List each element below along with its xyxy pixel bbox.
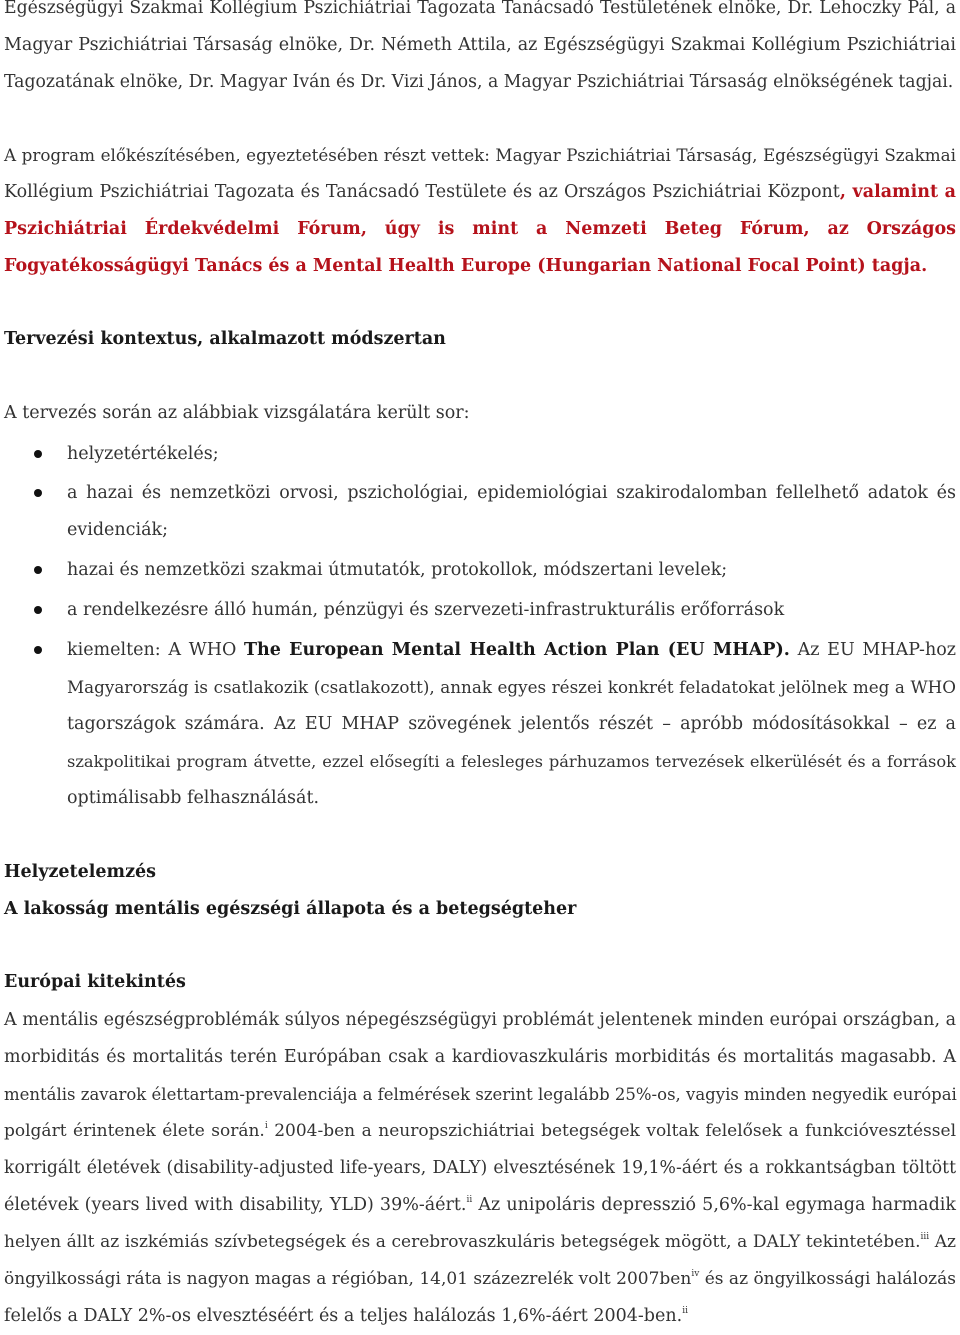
bullet-item-3: hazai és nemzetközi szakmai útmutatók, protokollok, módszertani levelek;	[67, 560, 728, 580]
europai-line-4	[4, 1113, 956, 1150]
europai-line-2: morbiditás és mortalitás terén Európában csak a kardiovaszkuláris morbiditás és mortalitás magasabb. A	[4, 1047, 956, 1067]
europai-line-6	[4, 1187, 956, 1224]
europai-line-5: korrigált életévek (disability-adjusted life-years, DALY) elvesztésének 19,1%-áért és a rokkantságban töltött	[4, 1158, 956, 1178]
program-line-2-highlight: , valamint a	[839, 182, 956, 202]
section-heading-europai: Európai kitekintés	[4, 972, 186, 992]
europai-line-4-a: polgárt érintenek élete során.	[4, 1121, 265, 1141]
bullet-item-1: helyzetértékelés;	[67, 444, 219, 464]
footnote-ref: ii	[682, 1306, 688, 1316]
europai-line-4-b: 2004-ben a neuropszichiátriai betegségek voltak felelősek a funkcióvesztéssel	[267, 1121, 957, 1141]
bullet-dot	[34, 450, 42, 458]
program-line-1: A program előkészítésében, egyeztetésében részt vettek: Magyar Pszichiátriai Társaság, Egészségügyi Szakmai	[4, 145, 956, 165]
section-heading-tervezesi: Tervezési kontextus, alkalmazott módszertan	[4, 329, 446, 349]
program-line-3: Pszichiátriai Érdekvédelmi Fórum, úgy is mint a Nemzeti Beteg Fórum, az Országos	[4, 219, 956, 239]
europai-line-1: A mentális egészségproblémák súlyos népegészségügyi problémát jelentenek minden európai országban, a	[4, 1010, 957, 1030]
section-subheading-lakossag: A lakosság mentális egészségi állapota és a betegségteher	[4, 899, 577, 919]
footnote-ref: i	[264, 1121, 268, 1131]
program-line-2-text: Kollégium Pszichiátriai Tagozata és Tanácsadó Testülete és az Országos Pszichiátriai Központ	[4, 182, 840, 202]
intro-line-3: Tagozatának elnöke, Dr. Magyar Iván és Dr. Vizi János, a Magyar Pszichiátriai Társaság elnökségének tagjai.	[4, 72, 954, 92]
europai-line-6-b: Az unipoláris depresszió 5,6%-kal egymaga harmadik	[472, 1195, 957, 1215]
program-line-4: Fogyatékosságügyi Tanács és a Mental Health Europe (Hungarian National Focal Point) tagja.	[4, 256, 928, 276]
footnote-ref: ii	[466, 1195, 473, 1205]
bullet-dot	[34, 606, 42, 614]
bullet-dot	[34, 646, 42, 654]
section-heading-helyzetelemzes: Helyzetelemzés	[4, 862, 156, 882]
europai-line-7-b: Az	[929, 1232, 956, 1252]
europai-line-7-a: helyen állt az iszkémiás szívbetegségek és a cerebrovaszkuláris betegségek mögött, a DALY tekintetében.	[4, 1232, 921, 1252]
europai-line-8	[4, 1261, 956, 1298]
bullet-item-5-line-4: szakpolitikai program átvette, ezzel elősegíti a felesleges párhuzamos tervezések elkerülését és a források	[67, 752, 956, 771]
europai-line-9	[4, 1298, 956, 1335]
footnote-ref: iii	[920, 1232, 930, 1242]
europai-line-7	[4, 1224, 956, 1261]
europai-line-3: mentális zavarok élettartam-prevalenciája a felmérések szerint legalább 25%-os, vagyis minden negyedik európai	[4, 1085, 957, 1104]
bullet-item-2-line-2: evidenciák;	[67, 520, 169, 540]
bullet-item-5-line-3: tagországok számára. Az EU MHAP szövegének jelentős részét – apróbb módosításokkal – ez a	[67, 714, 956, 734]
program-line-2	[4, 174, 956, 211]
bullet-dot	[34, 489, 42, 497]
footnote-ref: iv	[691, 1269, 700, 1279]
bullet-item-4: a rendelkezésre álló humán, pénzügyi és szervezeti-infrastrukturális erőforrások	[67, 600, 785, 620]
bullet-item-5-line-2: Magyarország is csatlakozik (csatlakozott), annak egyes részei konkrét feladatokat jelölnek meg a WHO	[67, 677, 956, 697]
bullet-item-5-pre: kiemelten: A WHO	[67, 640, 245, 660]
europai-line-9-a: felelős a DALY 2%-os elvesztéséért és a teljes halálozás 1,6%-áért 2004-ben.	[4, 1306, 683, 1326]
bullet-item-2-line-1: a hazai és nemzetközi orvosi, pszichológiai, epidemiológiai szakirodalomban fellelhető adatok és	[67, 483, 956, 503]
bullet-item-5-line-1	[67, 632, 956, 669]
europai-line-8-a: öngyilkossági ráta is nagyon magas a régióban, 14,01 százezrelék volt 2007ben	[4, 1269, 692, 1289]
bullet-item-5-line-5: optimálisabb felhasználását.	[67, 788, 320, 808]
bullet-item-5-post: Az EU MHAP-hoz	[789, 640, 956, 660]
bullet-dot	[34, 566, 42, 574]
europai-line-8-b: és az öngyilkossági halálozás	[699, 1269, 956, 1289]
tervezesi-intro: A tervezés során az alábbiak vizsgálatára került sor:	[4, 403, 470, 423]
intro-line-2: Magyar Pszichiátriai Társaság elnöke, Dr. Németh Attila, az Egészségügyi Szakmai Kollégium Pszichiátriai	[4, 35, 956, 55]
europai-line-6-a: életévek (years lived with disability, YLD) 39%-áért.	[4, 1195, 467, 1215]
intro-line-1: Egészségügyi Szakmai Kollégium Pszichiátriai Tagozata Tanácsadó Testületének elnöke, Dr. Lehoczky Pál, a	[4, 0, 956, 18]
bullet-item-5-bold: The European Mental Health Action Plan (EU MHAP).	[244, 640, 790, 660]
